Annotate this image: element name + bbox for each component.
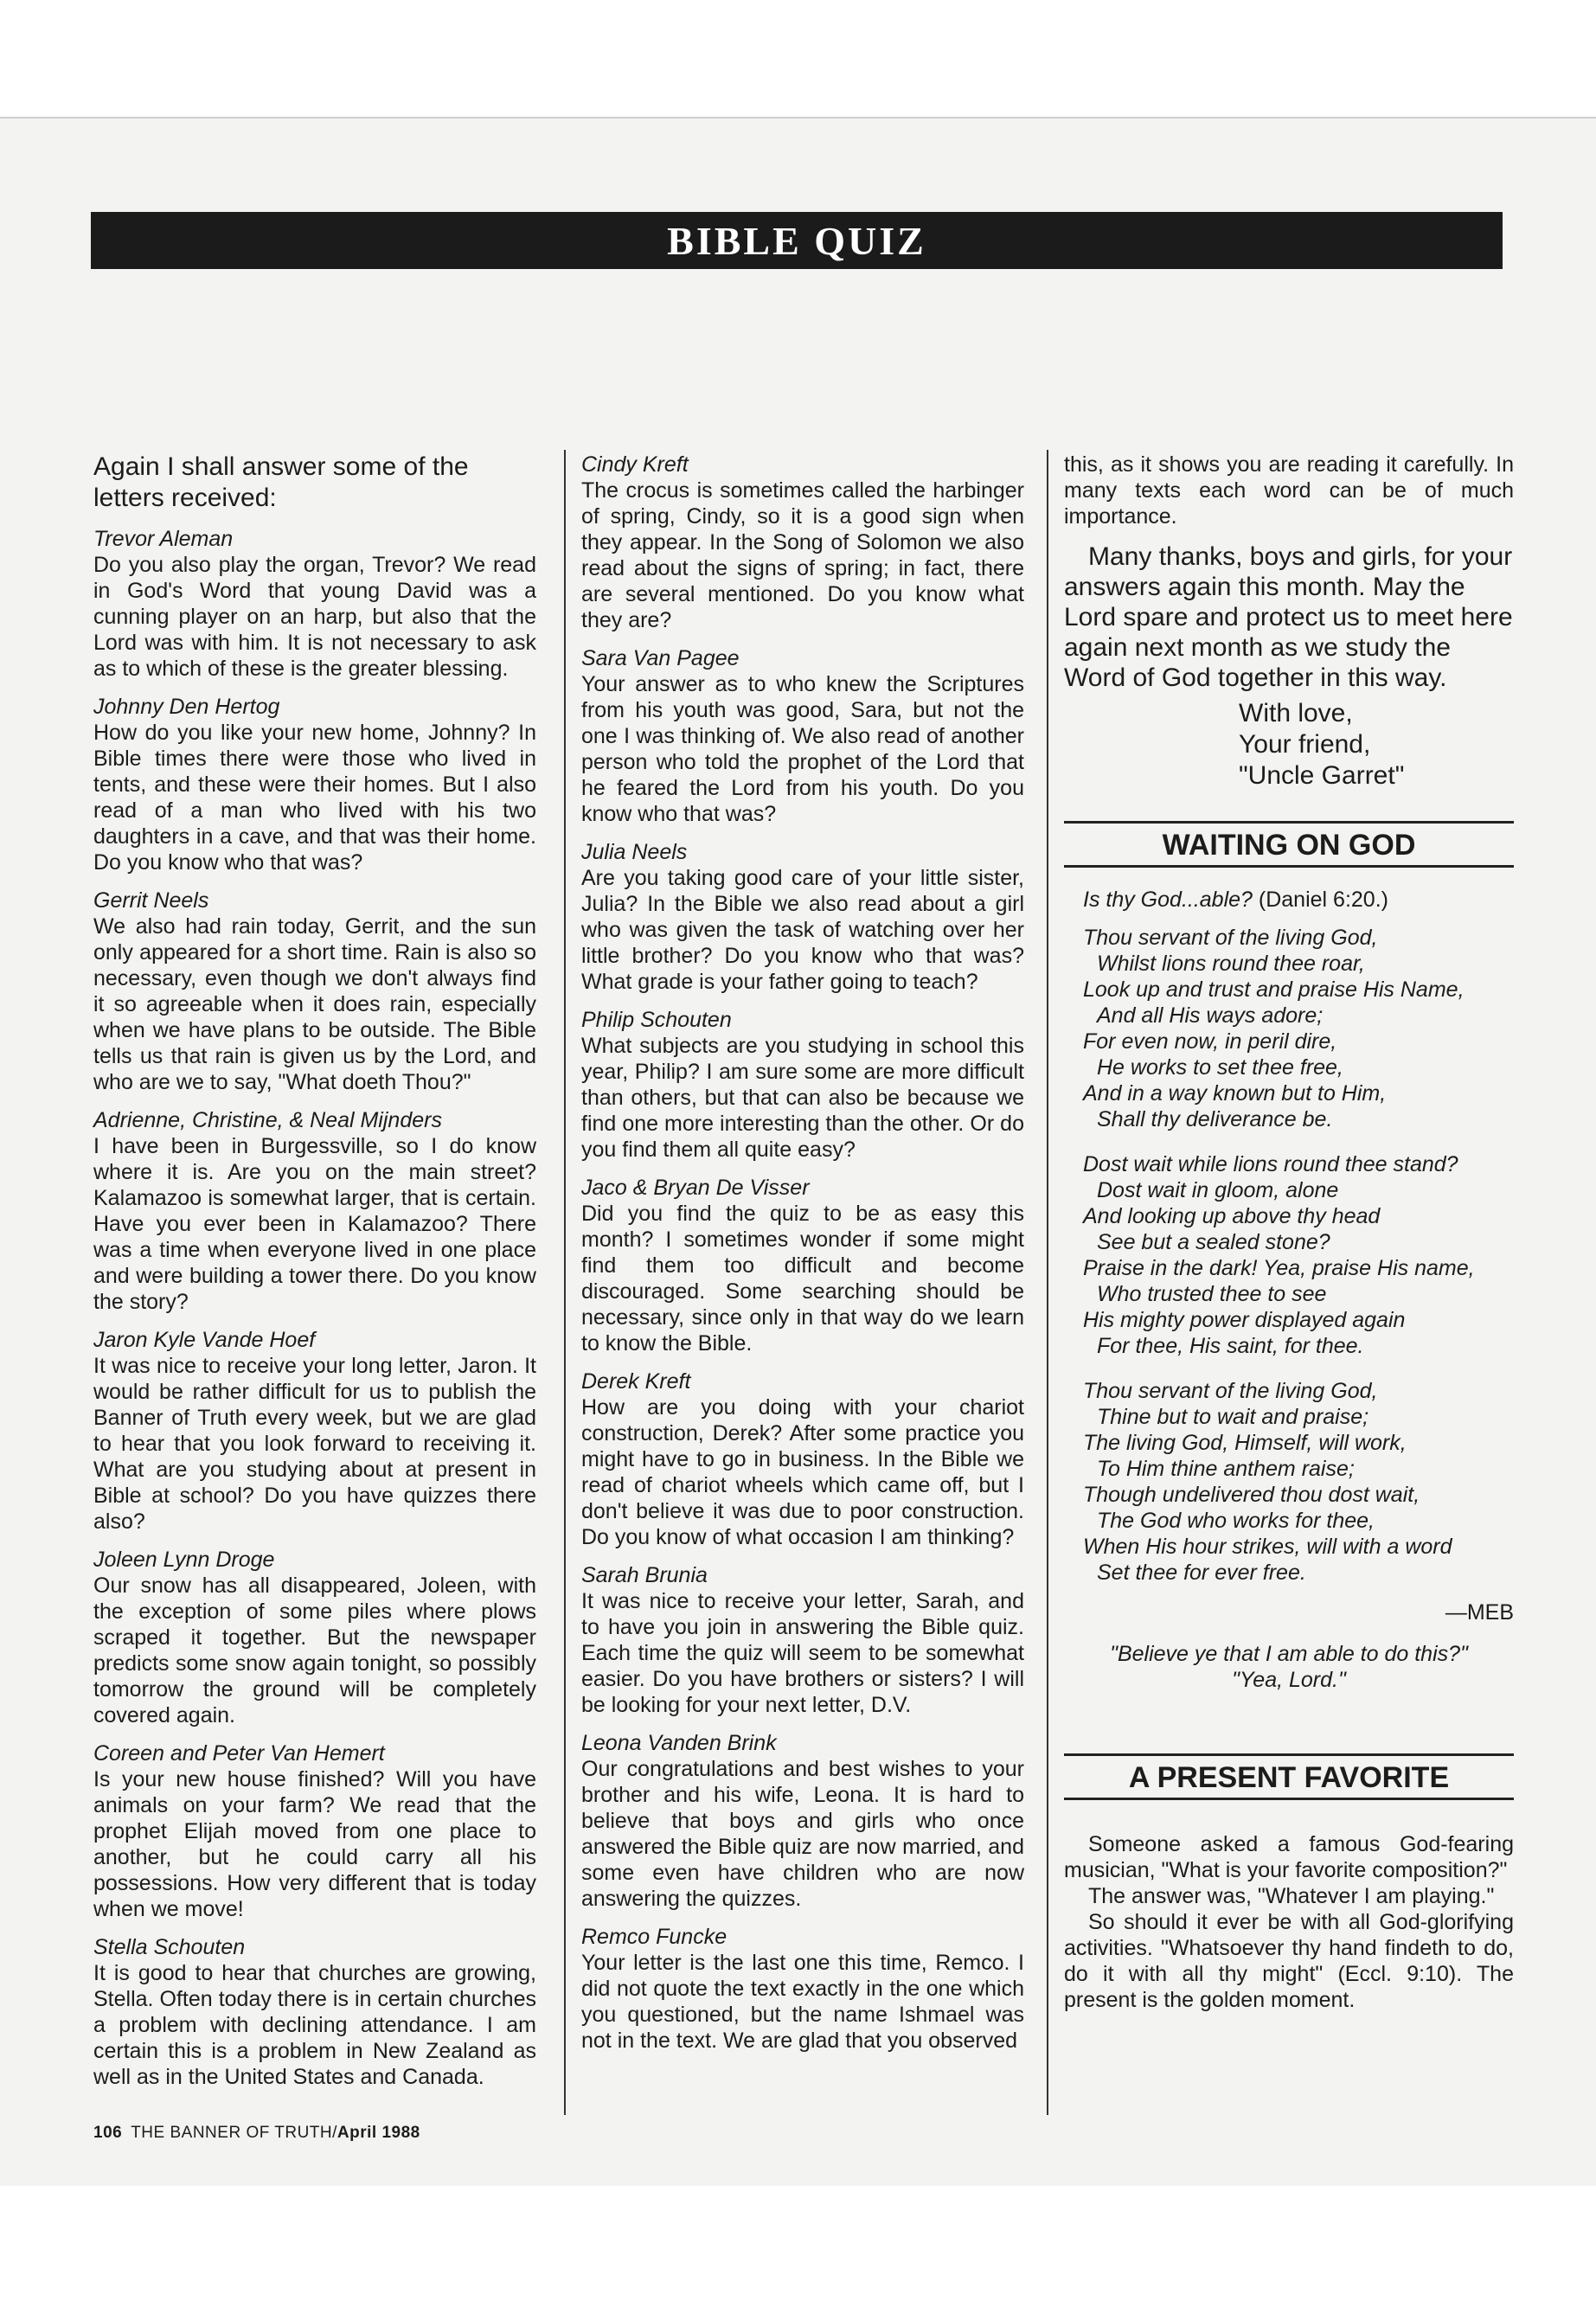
closing-line: With love, xyxy=(1239,699,1353,727)
poem-line: Thou servant of the living God, xyxy=(1083,1379,1378,1403)
poem-line: For even now, in peril dire, xyxy=(1083,1029,1337,1054)
letter-name: Johnny Den Hertog xyxy=(93,695,280,719)
scripture-quote: "Yea, Lord." xyxy=(1232,1668,1346,1692)
publication-name: THE BANNER OF TRUTH/ xyxy=(131,2124,337,2142)
poem-line: When His hour strikes, will with a word xyxy=(1083,1535,1452,1559)
column-middle xyxy=(581,452,1024,2066)
reply-continuation: this, as it shows you are reading it carefully. In many texts each word can be of much importance. xyxy=(1064,452,1514,529)
letter-name: Gerrit Neels xyxy=(93,888,209,913)
column-divider xyxy=(1047,450,1048,2115)
reference-citation: (Daniel 6:20.) xyxy=(1252,888,1388,912)
letter-entry xyxy=(581,1007,1024,1163)
letter-reply: How do you like your new home, Johnny? In Bible times there were those who lived in tents, and these were their homes. But I also read of a man who lived with his two daughters in a cave, and that was their home. Do you know who that was? xyxy=(93,721,536,875)
poem-signature: —MEB xyxy=(1445,1600,1514,1625)
letter-name: Philip Schouten xyxy=(581,1008,732,1032)
letter-entry xyxy=(581,1924,1024,2054)
poem-line: For thee, His saint, for thee. xyxy=(1097,1334,1364,1358)
letter-name: Trevor Aleman xyxy=(93,527,234,551)
letter-name: Jaron Kyle Vande Hoef xyxy=(93,1328,316,1352)
closing-line: "Uncle Garret" xyxy=(1239,761,1405,790)
letter-entry xyxy=(581,839,1024,995)
poem-stanza xyxy=(1083,925,1514,1132)
poem-line: And all His ways adore; xyxy=(1097,1003,1324,1028)
letter-reply: Your answer as to who knew the Scriptures from his youth was good, Sara, but not the one I was thinking of. We also read of another person who told the prophet of the Lord that he feared the Lord from his youth. Do you know who that was? xyxy=(581,672,1024,826)
poem-line: To Him thine anthem raise; xyxy=(1097,1457,1355,1481)
poem-line: Set thee for ever free. xyxy=(1097,1561,1306,1585)
letter-name: Sara Van Pagee xyxy=(581,646,740,670)
poem-stanza xyxy=(1083,1378,1514,1586)
letter-entry xyxy=(93,1327,536,1535)
scripture-quote: "Believe ye that I am able to do this?" xyxy=(1110,1642,1468,1666)
poem-line: And in a way known but to Him, xyxy=(1083,1081,1387,1106)
page-number: 106 xyxy=(93,2124,123,2142)
poem-line: Look up and trust and praise His Name, xyxy=(1083,977,1465,1002)
favorite-heading: A PRESENT FAVORITE xyxy=(1064,1753,1514,1800)
letter-name: Jaco & Bryan De Visser xyxy=(581,1176,810,1200)
poem-line: Dost wait in gloom, alone xyxy=(1097,1178,1339,1202)
letter-reply: I have been in Burgessville, so I do know where it is. Are you on the main street? Kalamazoo is somewhat larger, that is certain. Have you ever been in Kalamazoo? There was a time when everyone lived in one place and were building a tower there. Do you know the story? xyxy=(93,1134,536,1314)
letter-reply: We also had rain today, Gerrit, and the sun only appeared for a short time. Rain is also so necessary, even though we don't always find it so agreeable when it does rain, especially when we have plans to be outside. The Bible tells us that rain is given us by the Lord, and who are we to say, "What doeth Thou?" xyxy=(93,914,536,1094)
letter-entry xyxy=(93,526,536,682)
column-right xyxy=(1064,452,1514,2013)
thanks-paragraph: Many thanks, boys and girls, for your answers again this month. May the Lord spare and protect us to meet here again next month as we study the Word of God together in this way. xyxy=(1064,542,1513,692)
column-left xyxy=(93,452,536,2102)
letter-name: Derek Kreft xyxy=(581,1369,691,1394)
letter-entry xyxy=(93,1547,536,1728)
poem-heading: WAITING ON GOD xyxy=(1064,821,1514,868)
reference-italic: Is thy God...able? xyxy=(1083,888,1253,912)
letter-entry xyxy=(581,645,1024,827)
letter-name: Coreen and Peter Van Hemert xyxy=(93,1741,385,1766)
poem-line: And looking up above thy head xyxy=(1083,1204,1381,1228)
letter-entry xyxy=(93,694,536,875)
letter-reply: Did you find the quiz to be as easy this month? I sometimes wonder if some might find them too difficult and become discouraged. Some searching should be necessary, since only in that way do we learn to know the Bible. xyxy=(581,1202,1024,1356)
letter-name: Adrienne, Christine, & Neal Mijnders xyxy=(93,1108,442,1132)
letter-name: Remco Funcke xyxy=(581,1925,727,1949)
poem-stanza xyxy=(1083,1151,1514,1359)
letter-name: Leona Vanden Brink xyxy=(581,1731,777,1755)
poem-line: Dost wait while lions round thee stand? xyxy=(1083,1152,1458,1176)
poem-line: Thou servant of the living God, xyxy=(1083,926,1378,950)
bible-quiz-banner xyxy=(91,212,1503,269)
poem-line: He works to set thee free, xyxy=(1097,1055,1343,1080)
story-paragraph: The answer was, "Whatever I am playing." xyxy=(1088,1884,1495,1908)
letter-reply: It was nice to receive your letter, Sarah, and to have you join in answering the Bible quiz. Each time the quiz will seem to be somewhat easier. Do you have brothers or sisters? I will be looking for your next letter, D.V. xyxy=(581,1589,1024,1717)
letter-entry xyxy=(93,1107,536,1315)
column-divider xyxy=(564,450,566,2115)
banner-title: BIBLE QUIZ xyxy=(667,218,926,263)
letter-closing xyxy=(1239,698,1514,792)
letter-reply: Are you taking good care of your little sister, Julia? In the Bible we also read about a girl who was given the task of watching over her little brother? Do you know who that was? What grade is your father going to teach? xyxy=(581,866,1024,994)
letter-reply: Do you also play the organ, Trevor? We read in God's Word that young David was a cunning player on an harp, but also that the Lord was with him. It is not necessary to ask as to which of these is the greater blessing. xyxy=(93,553,536,681)
letter-entry xyxy=(581,1175,1024,1356)
letter-entry xyxy=(581,1562,1024,1718)
poem-line: Though undelivered thou dost wait, xyxy=(1083,1483,1420,1507)
letter-reply: Is your new house finished? Will you have animals on your farm? We read that the prophet Elijah moved from one place to another, but he could carry all his possessions. How very different that is today when we move! xyxy=(93,1767,536,1921)
letter-name: Stella Schouten xyxy=(93,1935,246,1959)
poem-line: The living God, Himself, will work, xyxy=(1083,1431,1407,1455)
poem-line: Thine but to wait and praise; xyxy=(1097,1405,1369,1429)
letter-name: Cindy Kreft xyxy=(581,452,689,477)
poem-line: Praise in the dark! Yea, praise His name, xyxy=(1083,1256,1475,1280)
letter-entry xyxy=(93,1740,536,1922)
letter-entry xyxy=(581,1730,1024,1912)
letter-entry xyxy=(581,452,1024,633)
story-paragraph: So should it ever be with all God-glorifying activities. "Whatsoever thy hand findeth to do, do it with all thy might" (Eccl. 9:10). The present is the golden moment. xyxy=(1064,1910,1514,2012)
letter-reply: Our snow has all disappeared, Joleen, with the exception of some piles where plows scraped it together. But the newspaper predicts some snow again tonight, so possibly tomorrow the ground will be completely covered again. xyxy=(93,1574,536,1727)
letter-entry xyxy=(581,1368,1024,1550)
issue-date: April 1988 xyxy=(337,2124,420,2142)
letter-reply: It was nice to receive your long letter, Jaron. It would be rather difficult for us to publish the Banner of Truth every week, but we are glad to hear that you look forward to receiving it. What are you studying about at present in Bible at school? Do you have quizzes there also? xyxy=(93,1354,536,1534)
letter-entry xyxy=(93,888,536,1095)
letter-reply: What subjects are you studying in school this year, Philip? I am sure some are more difficult than others, but that can also be because we find one more interesting than the other. Or do you find them all quite easy? xyxy=(581,1034,1024,1162)
page-footer xyxy=(93,2124,420,2143)
poem-line: His mighty power displayed again xyxy=(1083,1308,1406,1332)
poem-line: Who trusted thee to see xyxy=(1097,1282,1327,1306)
intro-text: Again I shall answer some of the letters received: xyxy=(93,452,469,512)
favorite-story xyxy=(1064,1831,1514,2013)
letter-name: Joleen Lynn Droge xyxy=(93,1548,275,1572)
letter-entry xyxy=(93,1934,536,2090)
letter-reply: Our congratulations and best wishes to your brother and his wife, Leona. It is hard to believe that boys and girls who once answered the Bible quiz are now married, and some even have children who are now answering the quizzes. xyxy=(581,1757,1024,1911)
closing-line: Your friend, xyxy=(1239,730,1371,759)
letter-reply: How are you doing with your chariot construction, Derek? After some practice you might have to go in business. In the Bible we read of chariot wheels which came off, but I don't believe it was due to poor construction. Do you know of what occasion I am thinking? xyxy=(581,1395,1024,1549)
poem-reference xyxy=(1083,887,1514,913)
story-paragraph: Someone asked a famous God-fearing musician, "What is your favorite composition?" xyxy=(1064,1832,1514,1882)
letter-name: Sarah Brunia xyxy=(581,1563,708,1587)
poem-line: Shall thy deliverance be. xyxy=(1097,1107,1333,1131)
letter-name: Julia Neels xyxy=(581,840,688,864)
poem-line: See but a sealed stone? xyxy=(1097,1230,1330,1254)
letter-reply: Your letter is the last one this time, Remco. I did not quote the text exactly in the one which you questioned, but the name Ishmael was not in the text. We are glad that you observed xyxy=(581,1951,1024,2053)
letter-reply: The crocus is sometimes called the harbinger of spring, Cindy, so it is a good sign when they appear. In the Song of Solomon we also read about the signs of spring; in fact, there are several mentioned. Do you know what they are? xyxy=(581,478,1024,632)
poem-line: Whilst lions round thee roar, xyxy=(1097,952,1365,976)
poem-line: The God who works for thee, xyxy=(1097,1509,1375,1533)
letter-reply: It is good to hear that churches are growing, Stella. Often today there is in certain churches a problem with declining attendance. I am certain this is a problem in New Zealand as well as in the United States and Canada. xyxy=(93,1961,536,2089)
